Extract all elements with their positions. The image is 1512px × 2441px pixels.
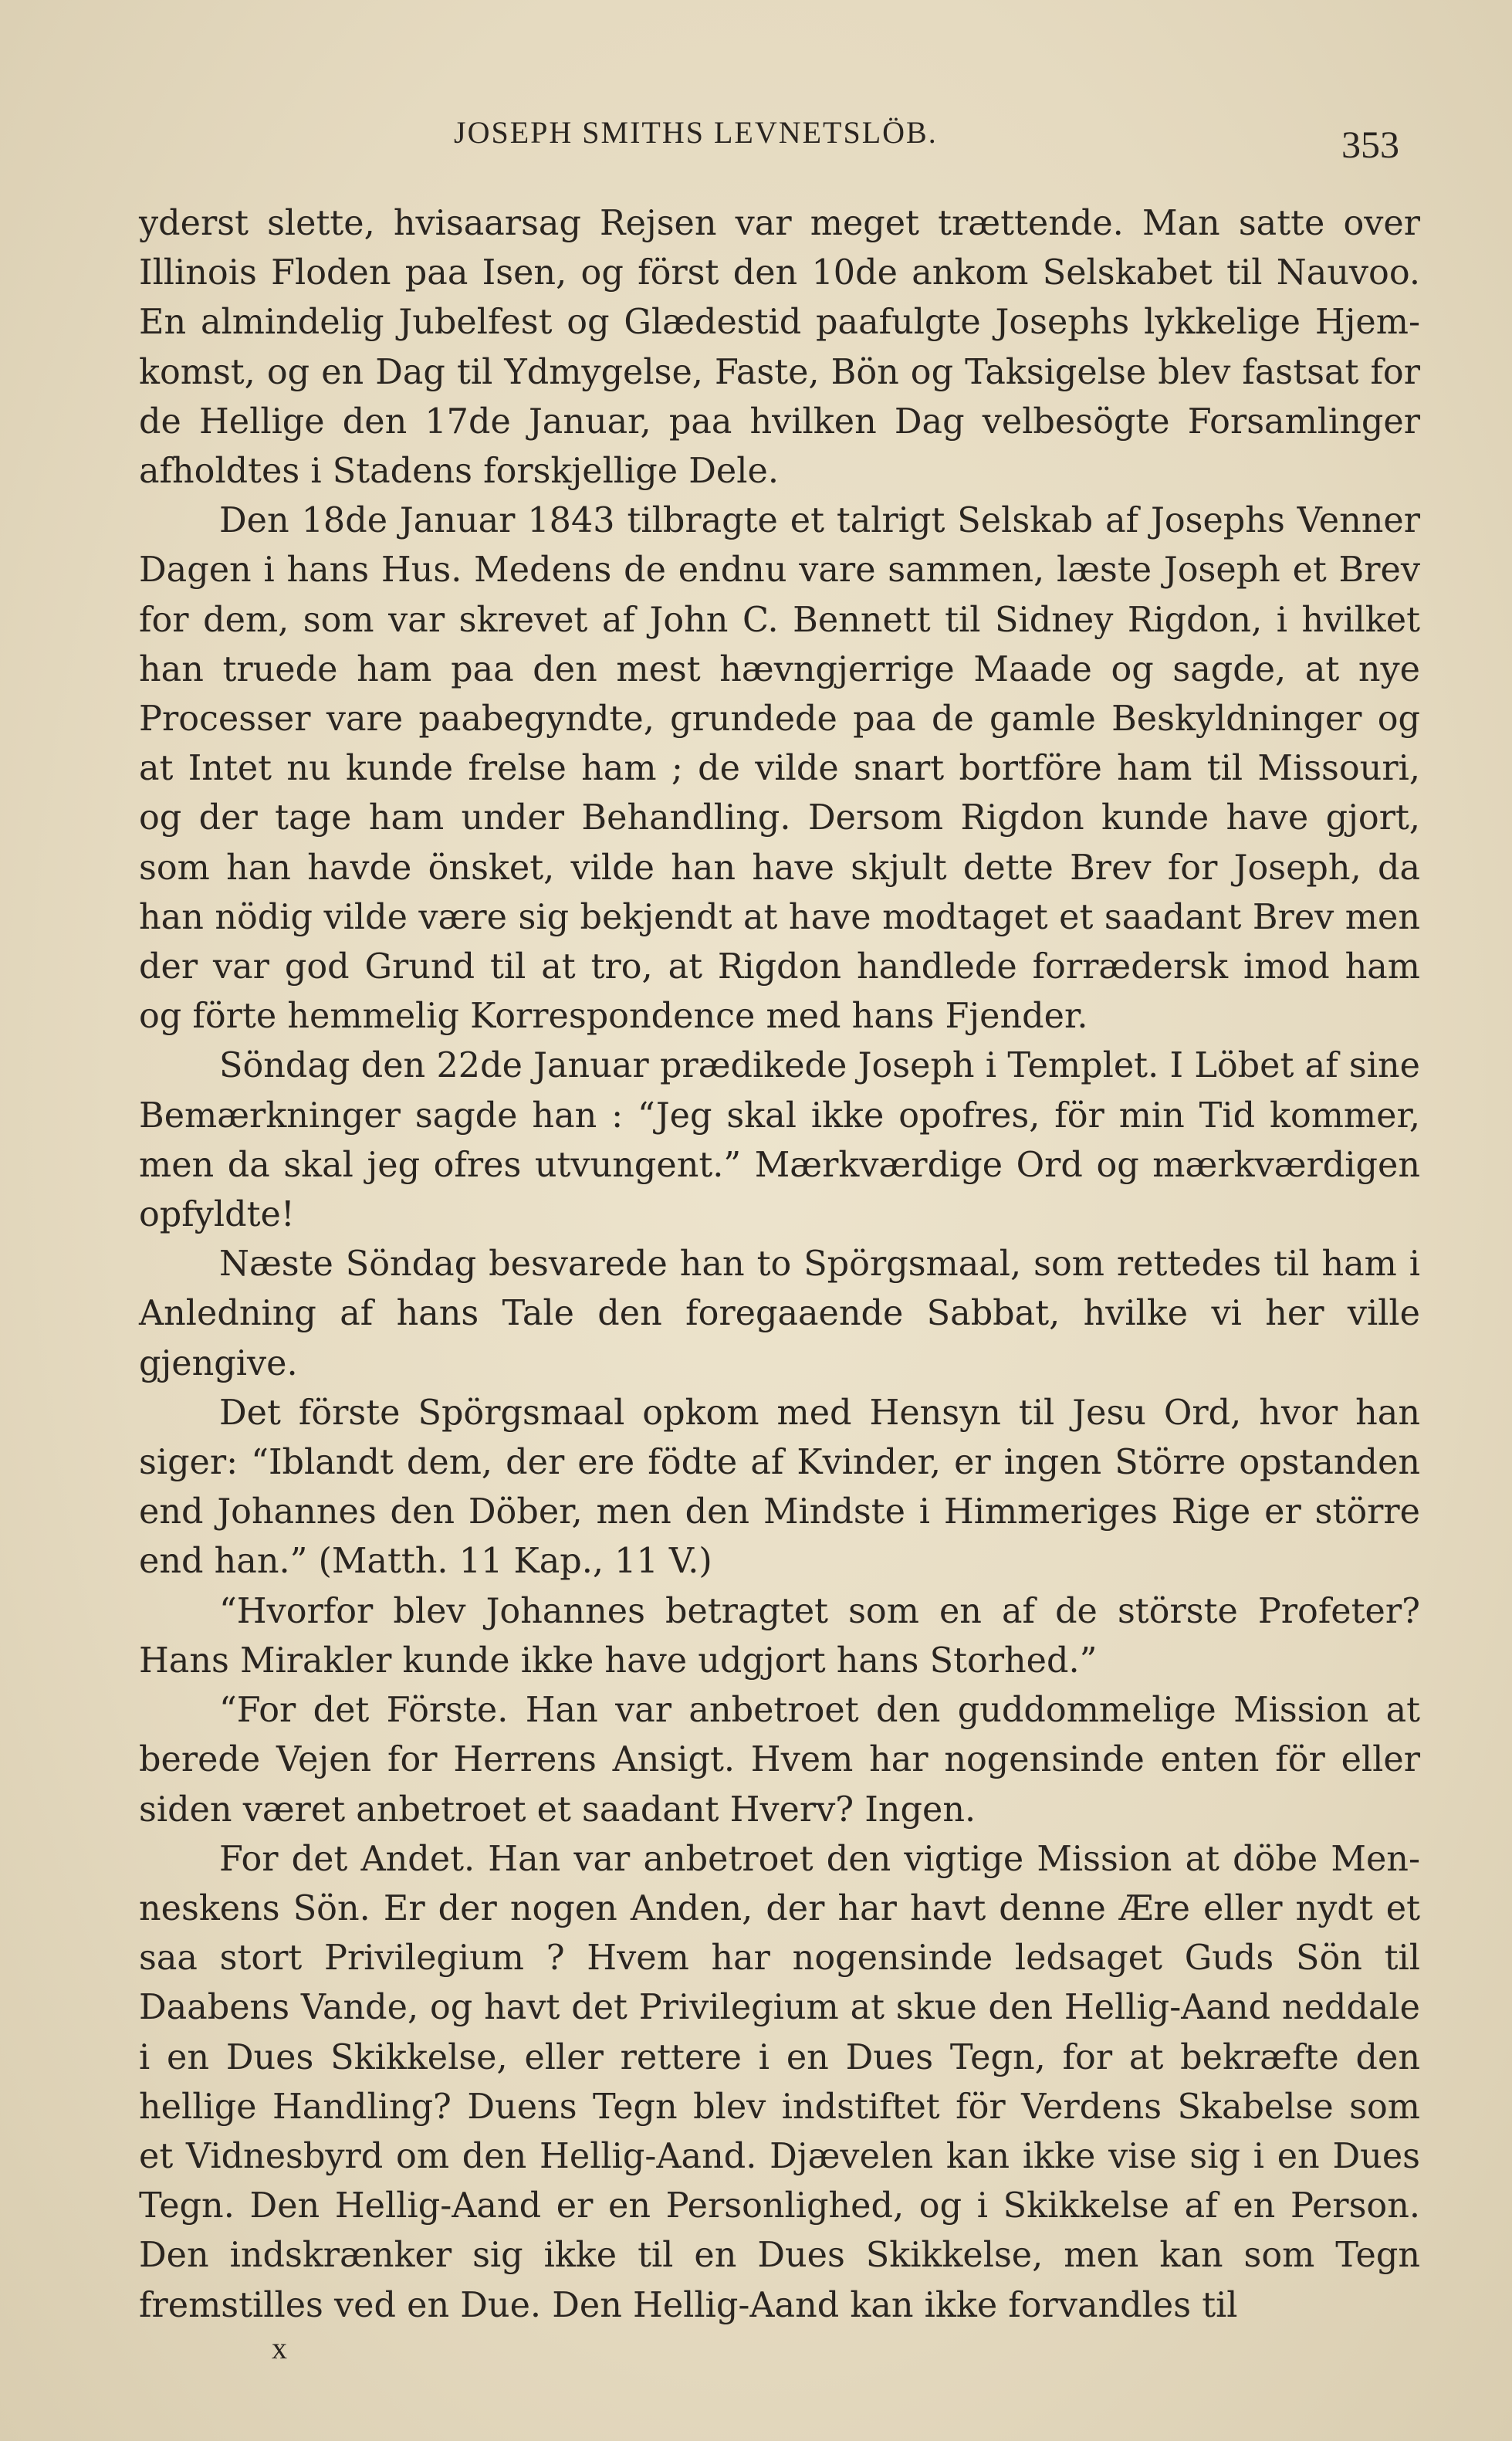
running-head-title: JOSEPH SMITHS LEVNETSLÖB. (454, 115, 938, 150)
paragraph: “For det Förste. Han var anbetroet den guddommelige Mission at berede Vejen for Herrens Ansigt. Hvem har nogensinde enten för eller siden været anbetroet et saadant Hverv? Ingen. (139, 1691, 1420, 1830)
signature-mark: x (272, 2331, 287, 2365)
paragraph: Den 18de Januar 1843 tilbragte et talrigt Selskab af Josephs Venner Dagen i hans Hus. Medens de endnu vare sammen, læste Joseph et Brev for dem, som var skrevet af John C. Bennett til Sidney Rigdon, i hvilket han truede ham paa den mest hævngjerrige Maade og sagde, at nye Processer vare paabegyndte, grundede paa de gamle Beskyldninger og at Intet nu kunde frelse ham ; de vilde snart bortföre ham til Missouri, og der tage ham under Behandling. Dersom Rigdon kunde have gjort, som han havde önsket, vilde han have skjult dette Brev for Joseph, da han nödig vilde være sig bekjendt at have modtaget et saadant Brev men der var god Grund til at tro, at Rigdon handlede forrædersk imod ham og förte hemmelig Korrespondence med hans Fjender. (139, 501, 1420, 1037)
body-text (139, 199, 1420, 2331)
paragraph: Næste Söndag besvarede han to Spörgsmaal, som rettedes til ham i Anledning af hans Tale den foregaaende Sabbat, hvilke vi her ville gjengive. (139, 1244, 1420, 1383)
paragraph: yderst slette, hvisaarsag Rejsen var meget trættende. Man satte over Illinois Floden paa Isen, og först den 10de ankom Selskabet til Nauvoo. En almindelig Jubelfest og Glædestid paafulgte Josephs lykkelige Hjemkomst, og en Dag til Ydmygelse, Faste, Bön og Taksigelse blev fastsat for de Hellige den 17de Januar, paa hvilken Dag velbesögte Forsamlinger afholdtes i Stadens forskjellige Dele. (139, 204, 1420, 492)
page-number: 353 (1341, 123, 1399, 166)
paragraph: Det förste Spörgsmaal opkom med Hensyn til Jesu Ord, hvor han siger: “Iblandt dem, der ere födte af Kvinder, er ingen Större opstanden end Johannes den Döber, men den Mindste i Himmeriges Rige er större end han.” (Matth. 11 Kap., 11 V.) (139, 1393, 1420, 1582)
paragraph: For det Andet. Han var anbetroet den vigtige Mission at döbe Menneskens Sön. Er der nogen Anden, der har havt denne Ære eller nydt et saa stort Privilegium ? Hvem har nogensinde ledsaget Guds Sön til Daabens Vande, og havt det Privilegium at skue den Hellig-Aand neddale i en Dues Skikkelse, eller rettere i en Dues Tegn, for at bekræfte den hellige Handling? Duens Tegn blev indstiftet för Verdens Skabelse som et Vidnesbyrd om den Hellig-Aand. Djævelen kan ikke vise sig i en Dues Tegn. Den Hellig-Aand er en Personlighed, og i Skikkelse af en Person. Den indskrænker sig ikke til en Dues Skikkelse, men kan som Tegn fremstilles ved en Due. Den Hellig-Aand kan ikke forvandles til (139, 1839, 1420, 2325)
paragraph: “Hvorfor blev Johannes betragtet som en af de störste Profeter? Hans Mirakler kunde ikke have udgjort hans Storhed.” (139, 1591, 1420, 1681)
paragraph: Söndag den 22de Januar prædikede Joseph i Templet. I Löbet af sine Bemærkninger sagde han : “Jeg skal ikke opofres, för min Tid kommer, men da skal jeg ofres utvungent.” Mærkværdige Ord og mærkværdigen opfyldte! (139, 1046, 1420, 1235)
